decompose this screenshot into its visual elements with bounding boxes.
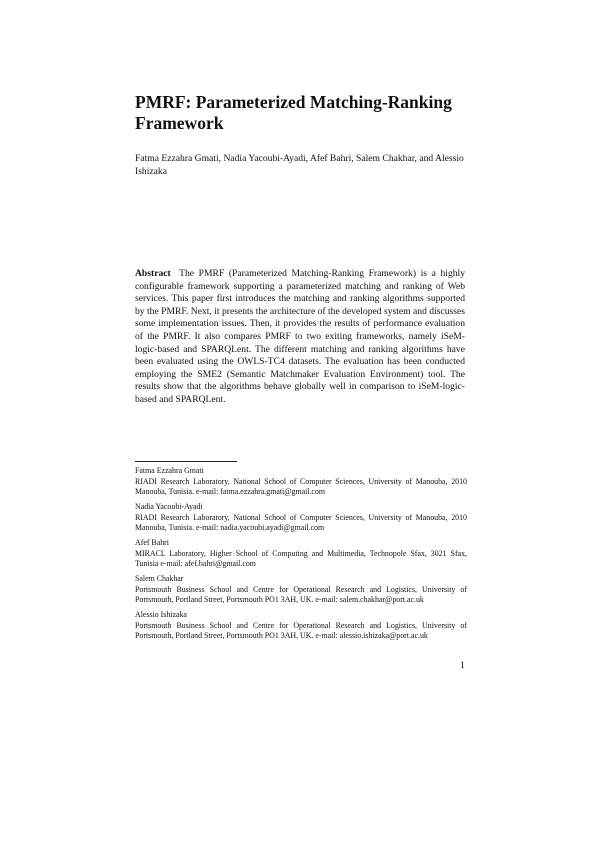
paper-title: PMRF: Parameterized Matching-Ranking Framework: [135, 92, 452, 133]
affiliation-1: [135, 466, 467, 498]
affiliation-details: Portsmouth Business School and Centre for Operational Research and Logistics, University of Portsmouth, Portland Street, Portsmouth PO1 3AH, UK. e-mail: alessio.ishizaka@port.ac.uk: [135, 620, 467, 640]
affiliations: [135, 466, 467, 646]
affiliation-name: Afef Bahri: [135, 538, 169, 547]
abstract-text: The PMRF (Parameterized Matching-Ranking Framework) is a highly configurable framework supporting a parameterized matching and ranking of Web services. This paper first introduces the matching and ranking algorithms supported by the PMRF. Next, it presents the architecture of the developed system and discusses some implementation issues. Then, it provides the results of performance evaluation of the PMRF. It also compares PMRF to two exiting frameworks, namely iSeM-logic-based and SPARQLent. The different matching and ranking algorithms have been evaluated using the OWLS-TC4 datasets. The evaluation has been conducted employing the SME2 (Semantic Matchmaker Evaluation Environment) tool. The results show that the algorithms behave globally well in comparison to iSeM-logic-based and SPARQLent.: [135, 268, 465, 405]
affiliation-name: Alessio Ishizaka: [135, 610, 187, 619]
affiliation-details: MIRACL Laboratory, Higher School of Computing and Multimedia, Technopole Sfax, 3021 Sfax, Tunisia e-mail: afef.bahri@gmail.com: [135, 548, 467, 568]
affiliation-details: RIADI Research Laboratory, National School of Computer Sciences, University of Manouba, 2010 Manouba, Tunisia. e-mail: nadia.yacoubi.ayadi@gmail.com: [135, 512, 467, 532]
affiliation-details: Portsmouth Business School and Centre for Operational Research and Logistics, University of Portsmouth, Portland Street, Portsmouth PO1 3AH, UK. e-mail: salem.chakhar@port.ac.uk: [135, 584, 467, 604]
affiliation-3: [135, 538, 467, 570]
author-list: Fatma Ezzahra Gmati, Nadia Yacoubi-Ayadi, Afef Bahri, Salem Chakhar, and Alessio Ishizaka: [135, 153, 464, 177]
page-number: 1: [460, 660, 465, 671]
affiliation-name: Salem Chakhar: [135, 574, 184, 583]
affiliation-details: RIADI Research Laboratory, National School of Computer Sciences, University of Manouba, 2010 Manouba, Tunisia. e-mail: fatma.ezzahra.gmati@gmail.com: [135, 476, 467, 496]
footnote-rule: [135, 461, 237, 462]
affiliation-5: [135, 610, 467, 642]
abstract-label: Abstract: [135, 268, 171, 279]
affiliation-4: [135, 574, 467, 606]
affiliation-name: Fatma Ezzahra Gmati: [135, 466, 204, 475]
affiliation-2: [135, 502, 467, 534]
abstract: [135, 268, 465, 407]
affiliation-name: Nadia Yacoubi-Ayadi: [135, 502, 203, 511]
